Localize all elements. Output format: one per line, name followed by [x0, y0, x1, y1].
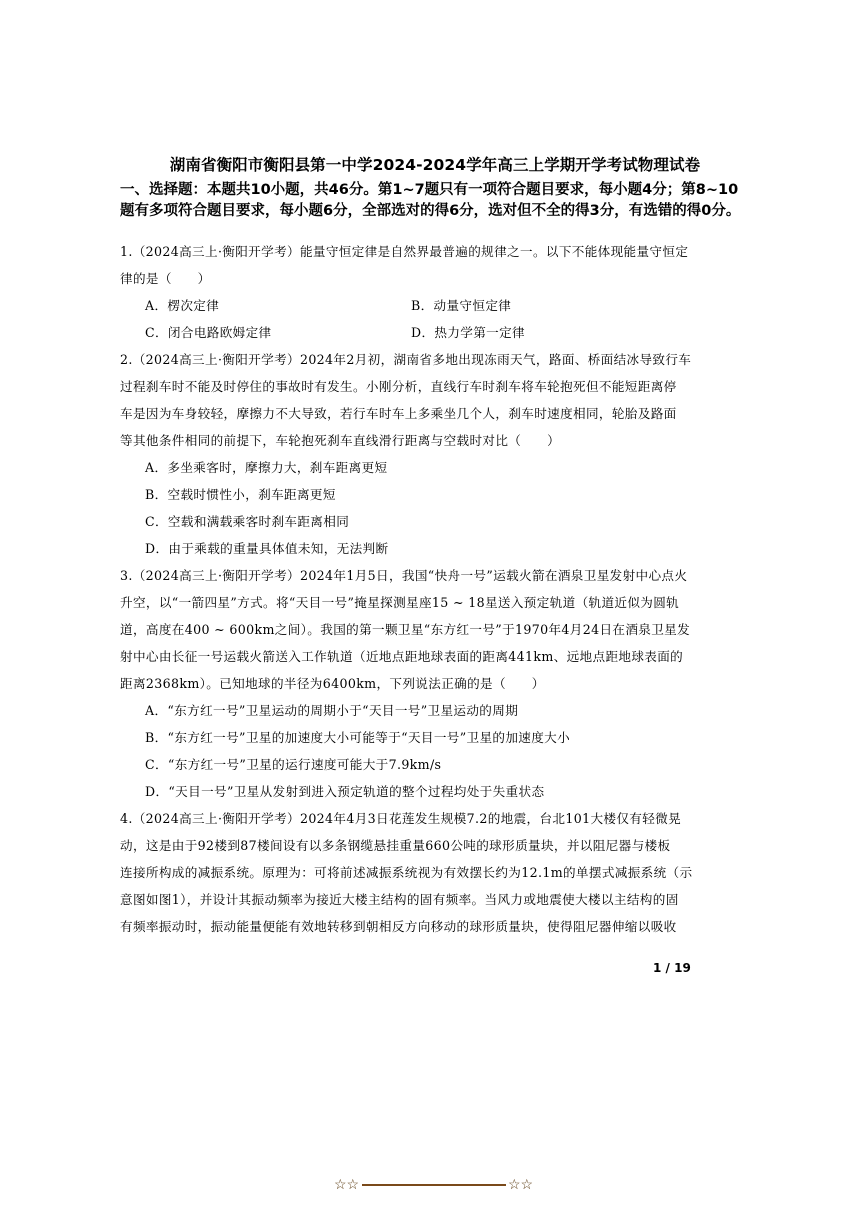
- q1-option-d: D．热力学第一定律: [411, 325, 525, 340]
- q1-line: 律的是（ ）: [120, 271, 211, 286]
- q2-option-b: B．空载时惯性小，刹车距离更短: [145, 487, 336, 502]
- q1-line: 1.（2024高三上·衡阳开学考）能量守恒定律是自然界最普遍的规律之一。以下不能体现能量守恒定: [120, 244, 689, 259]
- divider: [362, 1184, 506, 1186]
- q2-option-d: D．由于乘载的重量具体值未知，无法判断: [145, 541, 389, 556]
- q2-line: 过程刹车时不能及时停住的事故时有发生。小刚分析，直线行车时刹车将车轮抱死但不能短距离停: [120, 379, 677, 394]
- q3-option-d: D．“天目一号”卫星从发射到进入预定轨道的整个过程均处于失重状态: [145, 784, 545, 799]
- page-number: 1 / 19: [653, 961, 691, 975]
- q3-option-a: A．“东方红一号”卫星运动的周期小于“天目一号”卫星运动的周期: [145, 703, 519, 718]
- q3-line: 升空，以“一箭四星”方式。将“天目一号”掩星探测星座15 ~ 18星送入预定轨道（轨道近似为圆轨: [120, 595, 680, 610]
- q3-line: 3.（2024高三上·衡阳开学考）2024年1月5日，我国“快舟一号”运载火箭在酒泉卫星发射中心点火: [120, 568, 688, 583]
- star-icon: ☆☆: [334, 1177, 360, 1193]
- q4-line: 连接所构成的减振系统。原理为：可将前述减振系统视为有效摆长约为12.1m的单摆式减振系统（示: [120, 865, 693, 880]
- q3-line: 射中心由长征一号运载火箭送入工作轨道（近地点距地球表面的距离441km、远地点距地球表面的: [120, 649, 684, 664]
- section-heading: 一、选择题：本题共10小题，共46分。第1~7题只有一项符合题目要求，每小题4分；第8~10题有多项符合题目要求，每小题6分，全部选对的得6分，选对但不全的得3分，有选错的得0分。: [120, 182, 741, 219]
- q3-option-b: B．“东方红一号”卫星的加速度大小可能等于“天目一号”卫星的加速度大小: [145, 730, 571, 745]
- q2-option-c: C．空载和满载乘客时刹车距离相同: [145, 514, 350, 529]
- q4-line: 有频率振动时，振动能量便能有效地转移到朝相反方向移动的球形质量块，使得阻尼器伸缩以吸收: [120, 919, 677, 934]
- q4-line: 动，这是由于92楼到87楼间设有以多条钢缆悬挂重量660公吨的球形质量块，并以阻尼器与楼板: [120, 838, 671, 853]
- q3-line: 距离2368km）。已知地球的半径为6400km，下列说法正确的是（ ）: [120, 676, 545, 691]
- q4-line: 4.（2024高三上·衡阳开学考）2024年4月3日花莲发生规模7.2的地震，台北101大楼仅有轻微晃: [120, 811, 682, 826]
- q2-line: 等其他条件相同的前提下，车轮抱死刹车直线滑行距离与空载时对比（ ）: [120, 433, 561, 448]
- q2-option-a: A．多坐乘客时，摩擦力大，刹车距离更短: [145, 460, 388, 475]
- q3-option-c: C．“东方红一号”卫星的运行速度可能大于7.9km/s: [145, 757, 442, 772]
- exam-title: 湖南省衡阳市衡阳县第一中学2024-2024学年高三上学期开学考试物理试卷: [169, 156, 701, 174]
- q2-line: 车是因为车身较轻，摩擦力不大导致，若行车时车上多乘坐几个人，刹车时速度相同，轮胎及路面: [120, 406, 677, 421]
- q3-line: 道，高度在400 ~ 600km之间）。我国的第一颗卫星“东方红一号”于1970年4月24日在酒泉卫星发: [120, 622, 691, 637]
- star-icon: ☆☆: [508, 1177, 534, 1193]
- q2-line: 2.（2024高三上·衡阳开学考）2024年2月初，湖南省多地出现冻雨天气，路面、桥面结冰导致行车: [120, 352, 692, 367]
- q1-option-a: A．楞次定律: [145, 298, 220, 313]
- q1-option-c: C．闭合电路欧姆定律: [145, 325, 272, 340]
- footer-ornament: [334, 1175, 534, 1195]
- q1-option-b: B．动量守恒定律: [411, 298, 512, 313]
- q4-line: 意图如图1），并设计其振动频率为接近大楼主结构的固有频率。当风力或地震使大楼以主结构的固: [120, 892, 679, 907]
